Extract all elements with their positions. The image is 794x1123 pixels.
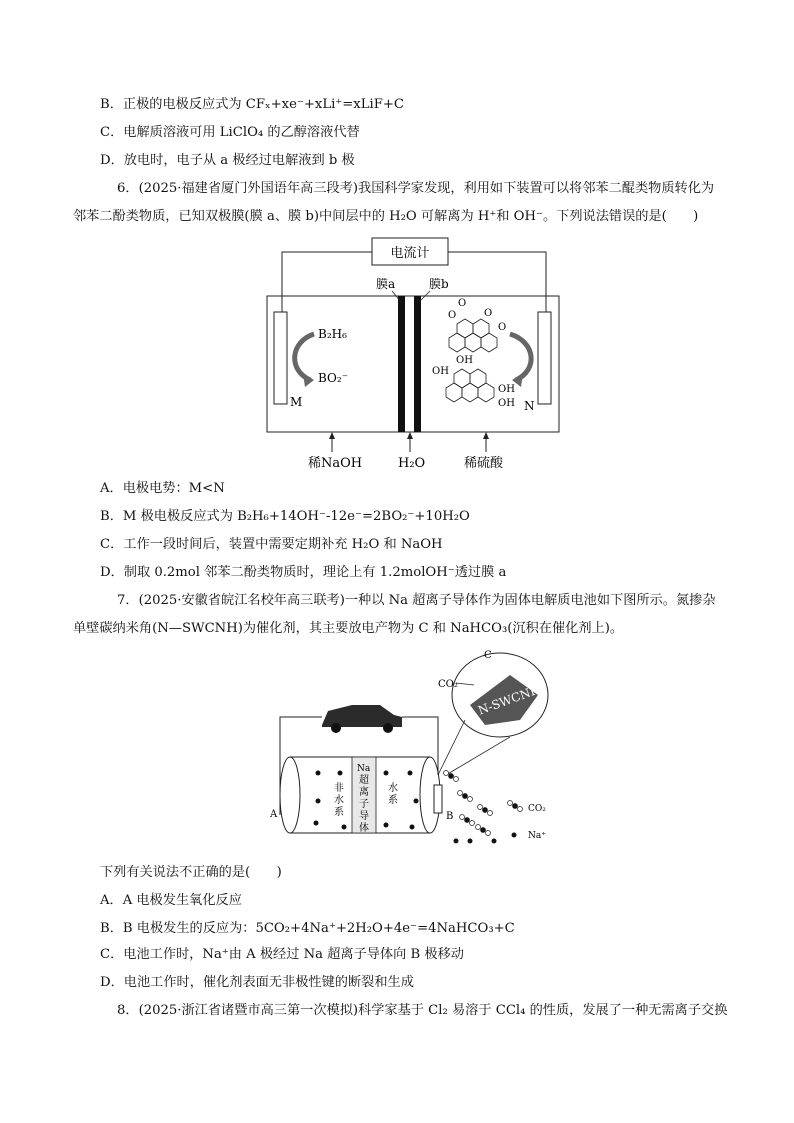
catechol-oh2: OH xyxy=(432,366,449,377)
label-dilute-sulfuric: 稀硫酸 xyxy=(464,456,504,471)
q7-option-c: C．电池工作时，Na⁺由 A 极经过 Na 超离子导体向 B 极移动 xyxy=(100,947,464,962)
conductor-char-2: 超 xyxy=(359,775,369,786)
car-icon xyxy=(322,705,402,733)
electrode-b-label: B xyxy=(446,811,454,822)
membrane-a-label: 膜a xyxy=(376,277,396,291)
quinone-o2: O xyxy=(448,310,457,321)
left-reaction-arrow xyxy=(295,334,314,380)
electrode-b-plate xyxy=(434,785,442,813)
q6-stem-line1: 6．(2025·福建省厦门外国语年高三段考)我国科学家发现，利用如下装置可以将邻苯二醌类物质转化为 xyxy=(117,181,715,196)
zoom-co2-label: CO₂ xyxy=(438,679,458,690)
q7-option-a: A．A 电极发生氧化反应 xyxy=(100,893,242,908)
catechol-oh1: OH xyxy=(456,355,473,366)
nonaqueous-char-3: 系 xyxy=(334,807,344,818)
q7-option-b: B．B 电极发生的反应为：5CO₂+4Na⁺+2H₂O+4e⁻=4NaHCO₃+C xyxy=(100,921,515,936)
electrode-m-label: M xyxy=(290,395,303,409)
label-dilute-naoh: 稀NaOH xyxy=(308,456,363,471)
legend-co2-label: CO₂ xyxy=(528,804,546,814)
conductor-char-3: 离 xyxy=(359,787,369,798)
q5-option-c: C．电解质溶液可用 LiClO₄ 的乙醇溶液代替 xyxy=(100,125,360,140)
membrane-b-label: 膜b xyxy=(429,277,449,291)
conductor-char-1: Na xyxy=(357,764,371,774)
conductor-char-6: 体 xyxy=(359,823,369,834)
quinone-molecule xyxy=(449,319,497,352)
q5-option-b: B．正极的电极反应式为 CFₓ+xe⁻+xLi⁺=xLiF+C xyxy=(100,97,405,112)
q7-option-d: D．电池工作时，催化剂表面无非极性键的断裂和生成 xyxy=(100,975,414,990)
product-bo2: BO₂⁻ xyxy=(318,371,349,385)
electrode-n xyxy=(538,312,551,404)
catechol-oh4: OH xyxy=(498,398,515,409)
aqueous-char-2: 系 xyxy=(388,795,398,806)
membrane-a xyxy=(398,296,405,432)
legend-na-label: Na⁺ xyxy=(528,831,546,841)
electrode-n-label: N xyxy=(524,399,535,413)
co2-molecules xyxy=(444,771,493,836)
q7-question: 下列有关说法不正确的是( ) xyxy=(100,865,282,880)
legend-na-icon xyxy=(512,833,517,838)
nonaqueous-char-1: 非 xyxy=(334,783,344,794)
legend-co2-icon xyxy=(508,801,523,812)
quinone-o4: O xyxy=(484,308,493,319)
catalyst-label: N-SWCNH xyxy=(476,682,543,718)
label-water: H₂O xyxy=(398,456,426,471)
q8-stem-line1: 8．(2025·浙江省诸暨市高三第一次模拟)科学家基于 Cl₂ 易溶于 CCl₄ 的性质，发展了一种无需离子交换 xyxy=(117,1003,728,1018)
q6-option-d: D．制取 0.2mol 邻苯二酚类物质时，理论上有 1.2molOH⁻透过膜 a xyxy=(100,565,507,580)
electrode-a-label: A xyxy=(270,809,278,820)
q6-option-a: A．电极电势：M<N xyxy=(100,481,225,496)
q6-electrolysis-diagram xyxy=(262,234,562,474)
conductor-char-5: 导 xyxy=(359,811,369,822)
electrolysis-tank xyxy=(267,296,559,432)
quinone-o1: O xyxy=(458,298,467,309)
electrode-m xyxy=(274,312,287,404)
membrane-b xyxy=(414,296,421,432)
zoom-c-label: C xyxy=(484,650,492,661)
catechol-molecule xyxy=(446,369,494,402)
aqueous-char-1: 水 xyxy=(388,783,398,794)
q6-option-b: B．M 极电极反应式为 B₂H₆+14OH⁻-12e⁻=2BO₂⁻+10H₂O xyxy=(100,509,470,524)
reactant-b2h6: B₂H₆ xyxy=(318,327,347,341)
q6-stem-line2: 邻苯二酚类物质，已知双极膜(膜 a、膜 b)中间层中的 H₂O 可解离为 H⁺和 OH⁻。下列说法错误的是( ) xyxy=(73,209,699,224)
q7-battery-diagram xyxy=(270,645,570,855)
right-reaction-arrow xyxy=(510,334,531,380)
nonaqueous-char-2: 水 xyxy=(334,795,344,806)
q6-option-c: C．工作一段时间后，装置中需要定期补充 H₂O 和 NaOH xyxy=(100,537,443,552)
quinone-o3: O xyxy=(498,322,507,333)
ammeter-label: 电流计 xyxy=(390,246,430,261)
q7-stem-line1: 7．(2025·安徽省皖江名校年高三联考)一种以 Na 超离子导体作为固体电解质电池如下图所示。氮掺杂 xyxy=(117,593,716,608)
conductor-char-4: 子 xyxy=(359,799,369,810)
catechol-oh3: OH xyxy=(498,384,515,395)
na-outside-dots xyxy=(454,839,497,844)
q5-option-d: D．放电时，电子从 a 极经过电解液到 b 极 xyxy=(100,153,355,168)
q7-stem-line2: 单壁碳纳米角(N—SWCNH)为催化剂，其主要放电产物为 C 和 NaHCO₃(沉积在催化剂上)。 xyxy=(73,621,624,636)
